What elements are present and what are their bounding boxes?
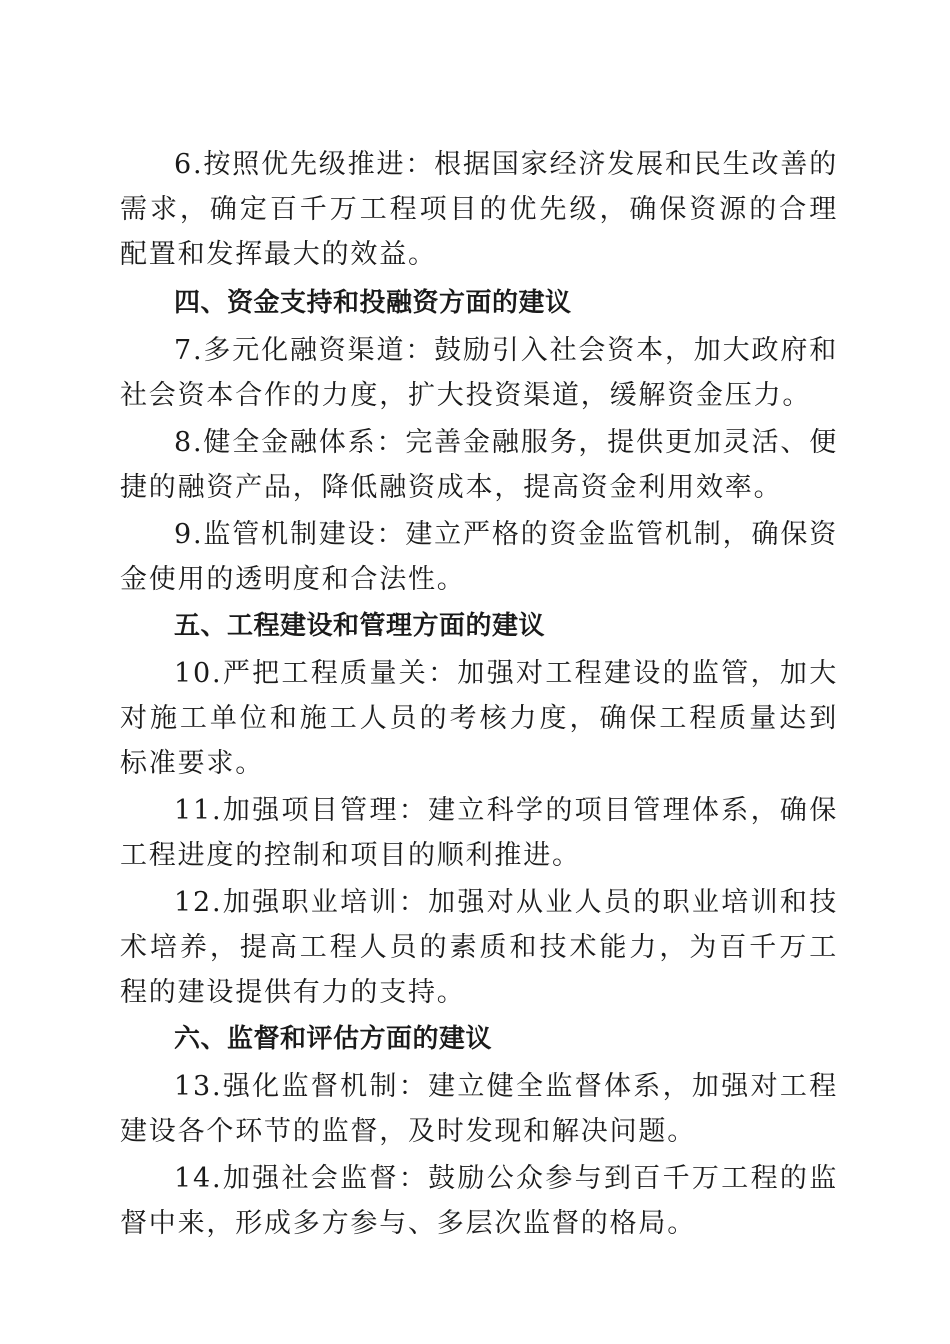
paragraph-9: 9.监管机制建设：建立严格的资金监管机制，确保资金使用的透明度和合法性。 xyxy=(120,519,838,595)
paragraph-14: 14.加强社会监督：鼓励公众参与到百千万工程的监督中来，形成多方参与、多层次监督的格局。 xyxy=(120,1163,838,1239)
paragraph-6: 6.按照优先级推进：根据国家经济发展和民生改善的需求，确定百千万工程项目的优先级，确保资源的合理配置和发挥最大的效益。 xyxy=(120,149,838,270)
paragraph-13: 13.强化监督机制：建立健全监督体系，加强对工程建设各个环节的监督，及时发现和解决问题。 xyxy=(120,1071,838,1147)
document-body xyxy=(120,142,838,1248)
section-heading-6: 六、监督和评估方面的建议 xyxy=(174,1024,493,1054)
paragraph-11: 11.加强项目管理：建立科学的项目管理体系，确保工程进度的控制和项目的顺利推进。 xyxy=(120,795,838,871)
paragraph-8: 8.健全金融体系：完善金融服务，提供更加灵活、便捷的融资产品，降低融资成本，提高资金利用效率。 xyxy=(120,427,838,503)
paragraph-7: 7.多元化融资渠道：鼓励引入社会资本，加大政府和社会资本合作的力度，扩大投资渠道，缓解资金压力。 xyxy=(120,335,838,411)
section-heading-4: 四、资金支持和投融资方面的建议 xyxy=(174,288,572,318)
paragraph-10: 10.严把工程质量关：加强对工程建设的监管，加大对施工单位和施工人员的考核力度，确保工程质量达到标准要求。 xyxy=(120,658,838,779)
section-heading-5: 五、工程建设和管理方面的建议 xyxy=(174,611,546,641)
paragraph-12: 12.加强职业培训：加强对从业人员的职业培训和技术培养，提高工程人员的素质和技术能力，为百千万工程的建设提供有力的支持。 xyxy=(120,887,838,1008)
